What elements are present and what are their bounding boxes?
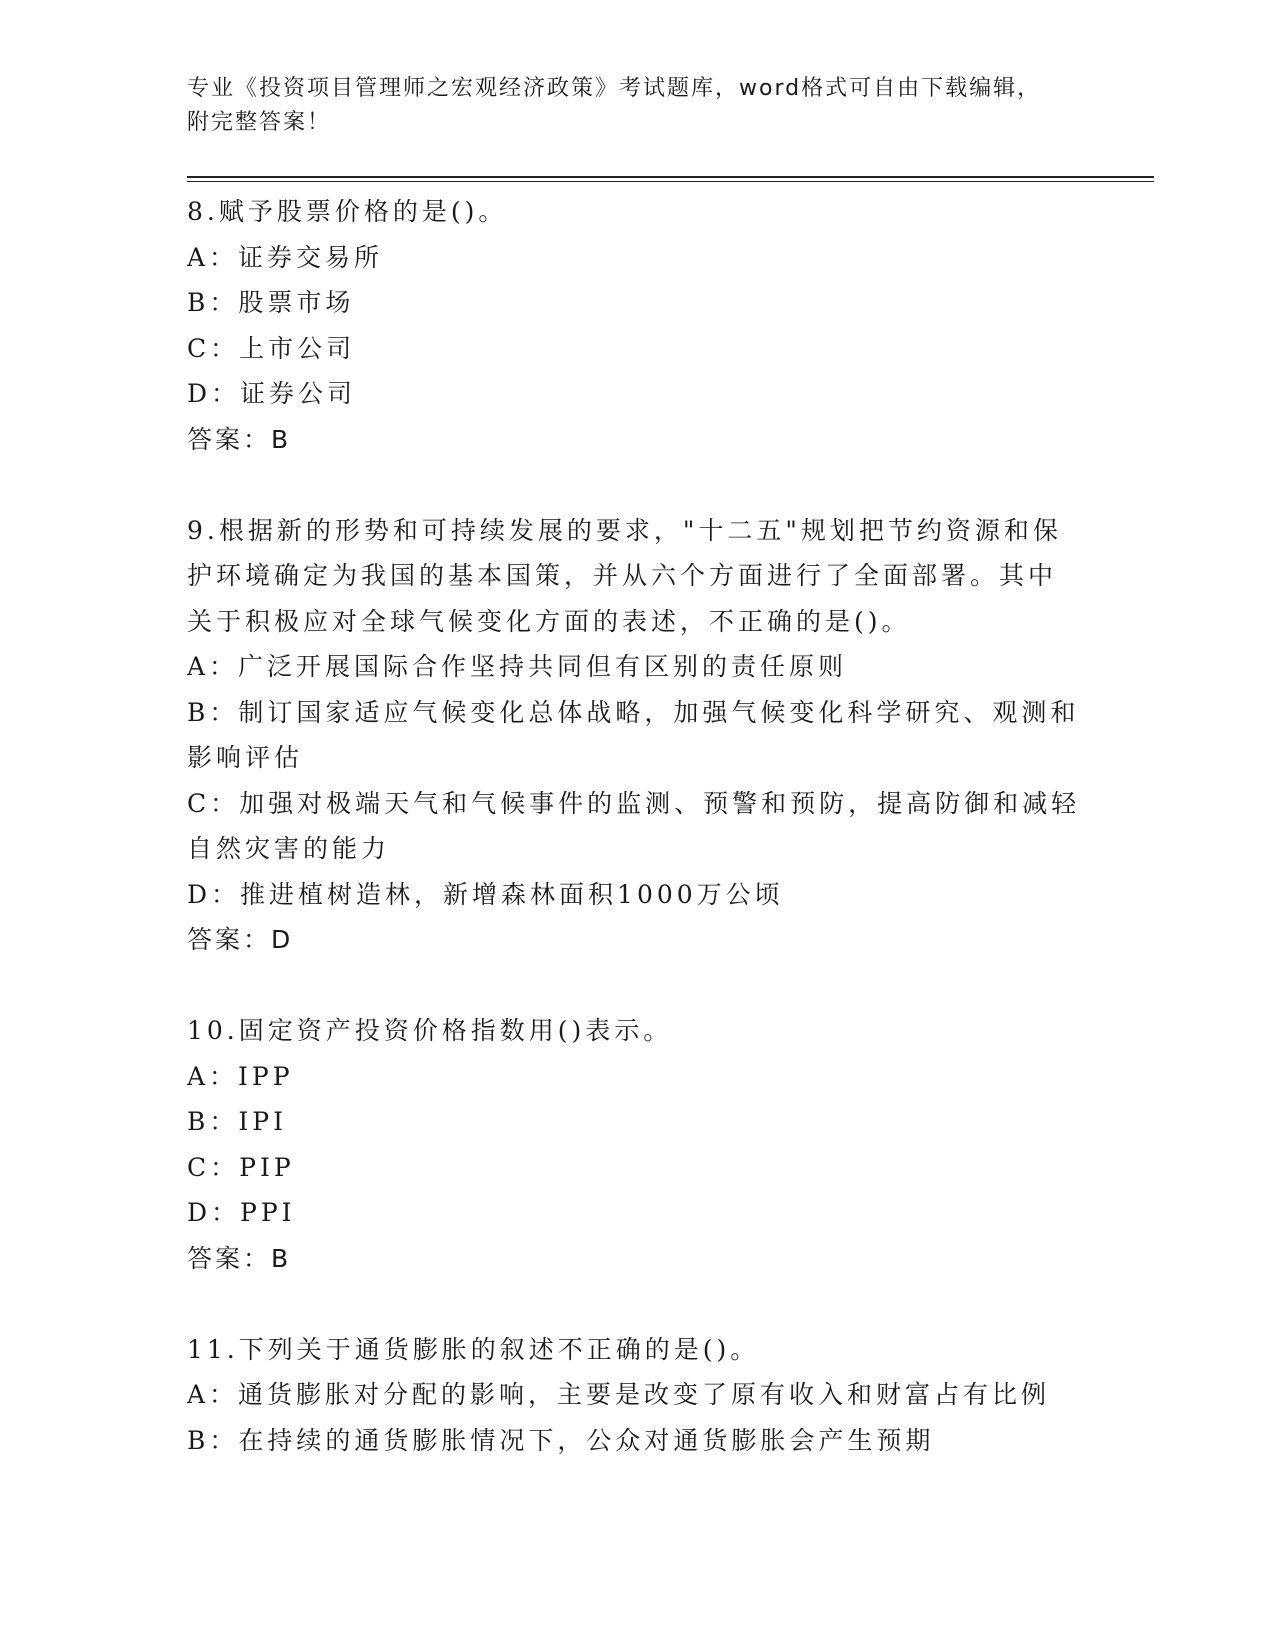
- question-spacer: [187, 963, 1087, 1009]
- option-b-cont: 影响评估: [187, 743, 304, 772]
- header-line-1: 专业《投资项目管理师之宏观经济政策》考试题库，word格式可自由下载编辑，: [187, 76, 1042, 101]
- answer-label: 答案：D: [187, 925, 294, 954]
- answer-label: 答案：B: [187, 1243, 292, 1273]
- question-stem: 11.下列关于通货膨胀的叙述不正确的是()。: [187, 1334, 760, 1364]
- option-b: B：股票市场: [187, 288, 355, 317]
- question-spacer: [187, 1281, 1087, 1327]
- option-a: A：IPP: [187, 1061, 294, 1091]
- question-stem: 8.赋予股票价格的是()。: [187, 197, 508, 226]
- question-10: [187, 1008, 1087, 1281]
- question-8: [187, 189, 1087, 462]
- question-stem: 9.根据新的形势和可持续发展的要求，"十二五"规划把节约资源和保: [187, 515, 1062, 545]
- option-b: B：IPI: [187, 1107, 287, 1136]
- question-11: [187, 1327, 1087, 1464]
- option-c: C：加强对极端天气和气候事件的监测、预警和预防，提高防御和减轻: [187, 788, 1081, 818]
- option-d: D：PPI: [187, 1198, 296, 1227]
- option-c: C：上市公司: [187, 333, 356, 363]
- question-stem-cont: 关于积极应对全球气候变化方面的表述，不正确的是()。: [187, 606, 911, 636]
- option-c-cont: 自然灾害的能力: [187, 834, 391, 863]
- option-d: D：推进植树造林，新增森林面积1000万公顷: [187, 879, 784, 909]
- option-a: A：通货膨胀对分配的影响，主要是改变了原有收入和财富占有比例: [187, 1380, 1051, 1409]
- question-list: [187, 189, 1087, 1463]
- document-header: [187, 72, 1067, 140]
- question-spacer: [187, 462, 1087, 508]
- header-line-2: 附完整答案！: [187, 110, 332, 135]
- question-stem-cont: 护环境确定为我国的基本国策，并从六个方面进行了全面部署。其中: [187, 561, 1058, 590]
- option-b: B：制订国家适应气候变化总体战略，加强气候变化科学研究、观测和: [187, 697, 1080, 727]
- question-stem: 10.固定资产投资价格指数用()表示。: [187, 1016, 673, 1045]
- header-divider: [187, 176, 1154, 182]
- option-b: B：在持续的通货膨胀情况下，公众对通货膨胀会产生预期: [187, 1425, 935, 1455]
- option-c: C：PIP: [187, 1152, 295, 1182]
- answer-label: 答案：B: [187, 424, 292, 454]
- option-d: D：证券公司: [187, 379, 357, 408]
- option-a: A：广泛开展国际合作坚持共同但有区别的责任原则: [187, 652, 848, 681]
- option-a: A：证券交易所: [187, 242, 384, 272]
- question-9: [187, 508, 1087, 963]
